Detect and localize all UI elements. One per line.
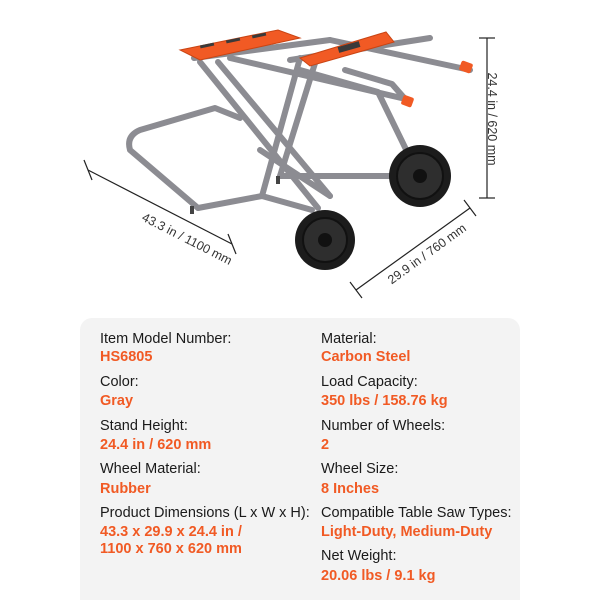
spec-value-stand-height: 24.4 in / 620 mm (100, 437, 212, 453)
spec-label-wheel-size: Wheel Size: (321, 461, 399, 477)
length-dimension-label: 43.3 in / 1100 mm (139, 210, 235, 268)
spec-value-dimensions: 43.3 x 29.9 x 24.4 in / (100, 524, 242, 540)
spec-value-wheel-count: 2 (321, 437, 330, 453)
spec-value-dimensions-metric: 1100 x 760 x 620 mm (100, 541, 242, 557)
handle-caps (401, 60, 474, 108)
spec-label-color: Color: (100, 374, 139, 390)
spec-label-wheel-material: Wheel Material: (100, 461, 201, 477)
spec-label-load-capacity: Load Capacity: (321, 374, 418, 390)
spec-label-compatible-saws: Compatible Table Saw Types: (321, 505, 512, 521)
spec-label-stand-height: Stand Height: (100, 418, 188, 434)
specifications-panel (80, 318, 520, 600)
spec-label-net-weight: Net Weight: (321, 548, 397, 564)
spec-value-net-weight: 20.06 lbs / 9.1 kg (321, 568, 436, 584)
width-dimension-label: 29.9 in / 760 mm (385, 220, 469, 288)
spec-value-wheel-size: 8 Inches (321, 481, 380, 497)
spec-value-model: HS6805 (100, 349, 153, 365)
spec-label-wheel-count: Number of Wheels: (321, 418, 446, 434)
wheel-front (295, 210, 355, 270)
wheel-rear (389, 145, 451, 207)
spec-value-wheel-material: Rubber (100, 481, 151, 497)
spec-value-material: Carbon Steel (321, 349, 411, 365)
spec-label-model: Item Model Number: (100, 331, 232, 347)
spec-value-load-capacity: 350 lbs / 158.76 kg (321, 393, 448, 409)
spec-value-color: Gray (100, 393, 134, 409)
height-dimension-label: 24.4 in / 620 mm (485, 72, 499, 166)
spec-label-material: Material: (321, 331, 377, 347)
spec-value-compatible-saws: Light-Duty, Medium-Duty (321, 524, 493, 540)
spec-label-dimensions: Product Dimensions (L x W x H): (100, 505, 310, 521)
